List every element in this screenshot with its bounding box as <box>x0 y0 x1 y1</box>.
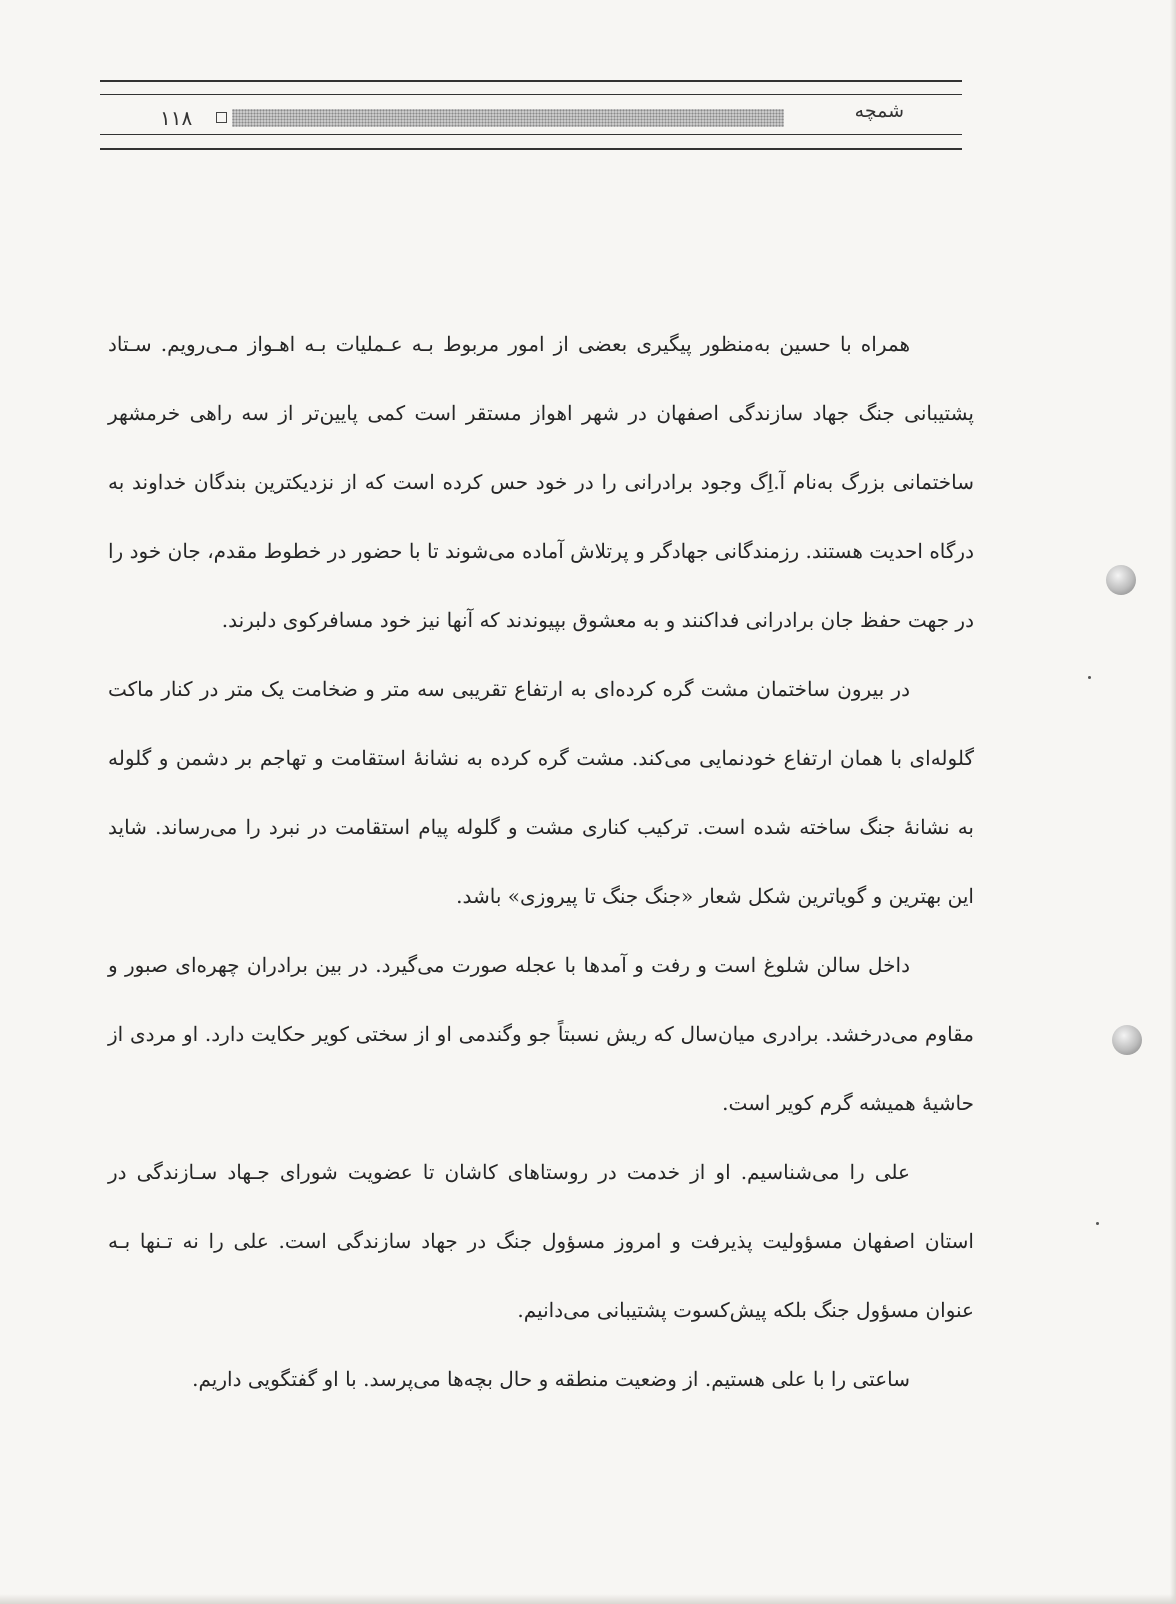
punch-hole-bottom <box>1112 1025 1142 1055</box>
scan-speck <box>1088 676 1091 679</box>
book-title: شمچه <box>854 100 904 122</box>
header-shaded-band <box>232 109 784 127</box>
square-ornament-icon <box>216 112 227 123</box>
running-header <box>100 78 962 154</box>
header-bottom-rule-thin <box>100 134 962 135</box>
paragraph: علی را می‌شناسیم. او از خدمت در روستاهای کاشان تا عضویت شورای جـهاد سـازندگی در استان اصفهان مسؤولیت پذیرفت و امروز مسؤول جنگ در جهاد سازندگی است. علی را نه تـنها بـه عنوان مسؤول جنگ بلکه پیش‌کسوت پشتیبانی می‌دانیم. <box>108 1160 974 1322</box>
scan-speck <box>1096 1222 1099 1225</box>
paragraph: داخل سالن شلوغ است و رفت و آمدها با عجله صورت می‌گیرد. در بین برادران چهره‌ای صبور و مقاوم می‌درخشد. برادری میان‌سال که ریش نسبتاً جو وگندمی او از سختی کویر حکایت دارد. او مردی از حاشیهٔ همیشه گرم کویر است. <box>108 953 974 1115</box>
body-text <box>108 310 974 1414</box>
header-top-rule-thin <box>100 94 962 95</box>
punch-hole-top <box>1106 565 1136 595</box>
header-bottom-rule <box>100 148 962 150</box>
page-edge-shadow <box>1170 0 1176 1604</box>
header-top-rule <box>100 80 962 82</box>
paragraph: همراه با حسین به‌منظور پیگیری بعضی از امور مربوط بـه عـملیات بـه اهـواز مـی‌رویم. سـتاد پشتیبانی جنگ جهاد سازندگی اصفهان در شهر اهواز مستقر است کمی پایین‌تر از سه راهی خرمشهر ساختمانی بزرگ به‌نام آ.اِگ وجود برادرانی را در خود حس کرده است که از نزدیکترین بندگان خداوند به درگاه احدیت هستند. رزمندگانی جهادگر و پرتلاش آماده می‌شوند تا با حضور در خطوط مقدم، جان خود را در جهت حفظ جان برادرانی فداکنند و به معشوق بپیوندند که آنها نیز خود مسافرکوی دلبرند. <box>108 332 974 632</box>
page-number: ۱۱۸ <box>160 106 193 130</box>
page-bottom-shadow <box>0 1594 1176 1604</box>
paragraph: در بیرون ساختمان مشت گره کرده‌ای به ارتفاع تقریبی سه متر و ضخامت یک متر در کنار ماکت گلوله‌ای با همان ارتفاع خودنمایی می‌کند. مشت گره کرده به نشانهٔ استقامت و تهاجم بر دشمن و گلوله به نشانهٔ جنگ ساخته شده است. ترکیب کناری مشت و گلوله پیام استقامت در نبرد را می‌رساند. شاید این بهترین و گویاترین شکل شعار «جنگ جنگ تا پیروزی» باشد. <box>108 677 974 908</box>
paragraph: ساعتی را با علی هستیم. از وضعیت منطقه و حال بچه‌ها می‌پرسد. با او گفتگویی داریم. <box>192 1367 910 1391</box>
